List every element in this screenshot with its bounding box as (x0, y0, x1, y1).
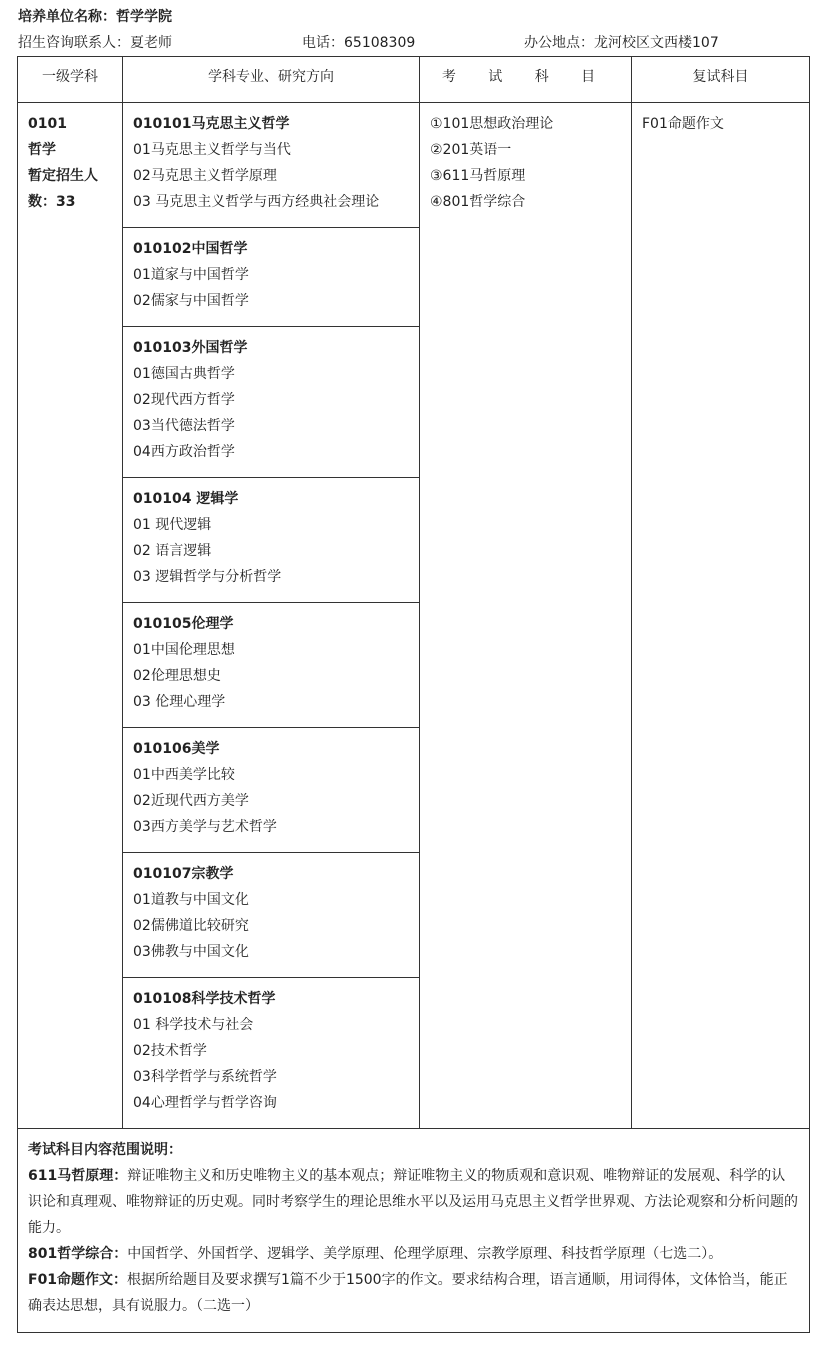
header-discipline: 一级学科 (18, 57, 123, 103)
note-item (28, 1163, 799, 1241)
major-cell (123, 478, 420, 603)
major-direction: 03佛教与中国文化 (133, 944, 249, 960)
note-text: 中国哲学、外国哲学、逻辑学、美学原理、伦理学原理、宗教学原理、科技哲学原理（七选二）。 (127, 1246, 723, 1262)
exam-subject: ①101思想政治理论 (430, 116, 554, 132)
note-text: 辩证唯物主义和历史唯物主义的基本观点；辩证唯物主义的物质观和意识观、唯物辩证的发展观、科学的认识论和真理观、唯物辩证的历史观。同时考察学生的理论思维水平以及运用马克思主义哲学世界观、方法论观察和分析问题的能力。 (28, 1168, 798, 1236)
major-direction: 03西方美学与艺术哲学 (133, 819, 277, 835)
major-cell (123, 228, 420, 327)
exam-subject: ③611马哲原理 (430, 168, 526, 184)
major-direction: 04心理哲学与哲学咨询 (133, 1095, 277, 1111)
major-title: 010105伦理学 (133, 616, 234, 632)
discipline-cell (18, 103, 123, 1129)
major-direction: 02儒家与中国哲学 (133, 293, 249, 309)
quota-value: 数：33 (28, 194, 76, 210)
notes-heading: 考试科目内容范围说明： (28, 1142, 182, 1158)
table-row (18, 103, 810, 228)
major-direction: 04西方政治哲学 (133, 444, 235, 460)
major-direction: 03 逻辑哲学与分析哲学 (133, 569, 282, 585)
note-label: 611马哲原理： (28, 1168, 128, 1184)
contact-phone: 电话：65108309 (302, 35, 416, 51)
discipline-name: 哲学 (28, 142, 56, 158)
major-direction: 02 语言逻辑 (133, 543, 212, 559)
major-direction: 02马克思主义哲学原理 (133, 168, 277, 184)
table-header-row (18, 57, 810, 103)
discipline-code: 0101 (28, 116, 67, 132)
major-cell (123, 853, 420, 978)
note-item (28, 1241, 799, 1267)
major-title: 010101马克思主义哲学 (133, 116, 290, 132)
major-direction: 02技术哲学 (133, 1043, 207, 1059)
notes-row (18, 1129, 810, 1333)
major-direction: 01中国伦理思想 (133, 642, 235, 658)
contact-person: 招生咨询联系人：夏老师 (18, 35, 172, 51)
admissions-table (17, 56, 810, 1333)
major-direction: 01中西美学比较 (133, 767, 235, 783)
retest-subject: F01命题作文 (642, 116, 724, 132)
notes-cell (18, 1129, 810, 1333)
note-text: 根据所给题目及要求撰写1篇不少于1500字的作文。要求结构合理，语言通顺，用词得体，文体恰当，能正确表达思想，具有说服力。（二选一） (28, 1272, 788, 1314)
major-direction: 02近现代西方美学 (133, 793, 249, 809)
note-label: 801哲学综合： (28, 1246, 128, 1262)
major-cell (123, 728, 420, 853)
major-cell (123, 103, 420, 228)
exam-subjects-cell (420, 103, 632, 1129)
major-title: 010107宗教学 (133, 866, 234, 882)
major-direction: 02伦理思想史 (133, 668, 221, 684)
office-location: 办公地点：龙河校区文西楼107 (524, 35, 719, 51)
header-exams: 考 试 科 目 (420, 57, 632, 103)
major-direction: 01道教与中国文化 (133, 892, 249, 908)
unit-name: 培养单位名称：哲学学院 (18, 9, 172, 25)
major-direction: 01德国古典哲学 (133, 366, 235, 382)
quota-label: 暂定招生人 (28, 168, 98, 184)
major-title: 010108科学技术哲学 (133, 991, 276, 1007)
exam-subject: ④801哲学综合 (430, 194, 526, 210)
major-title: 010102中国哲学 (133, 241, 248, 257)
major-direction: 02现代西方哲学 (133, 392, 235, 408)
major-title: 010104 逻辑学 (133, 491, 239, 507)
major-cell (123, 978, 420, 1129)
major-cell (123, 327, 420, 478)
major-direction: 03 马克思主义哲学与西方经典社会理论 (133, 194, 380, 210)
major-direction: 01 科学技术与社会 (133, 1017, 254, 1033)
major-direction: 01马克思主义哲学与当代 (133, 142, 291, 158)
header-retest: 复试科目 (632, 57, 810, 103)
major-direction: 03当代德法哲学 (133, 418, 235, 434)
note-item (28, 1267, 799, 1319)
note-label: F01命题作文： (28, 1272, 128, 1288)
retest-cell (632, 103, 810, 1129)
major-direction: 03科学哲学与系统哲学 (133, 1069, 277, 1085)
major-direction: 03 伦理心理学 (133, 694, 226, 710)
major-cell (123, 603, 420, 728)
major-direction: 02儒佛道比较研究 (133, 918, 249, 934)
major-title: 010103外国哲学 (133, 340, 248, 356)
major-direction: 01 现代逻辑 (133, 517, 212, 533)
exam-subject: ②201英语一 (430, 142, 512, 158)
major-title: 010106美学 (133, 741, 220, 757)
major-direction: 01道家与中国哲学 (133, 267, 249, 283)
header-majors: 学科专业、研究方向 (123, 57, 420, 103)
contact-info-line (0, 32, 825, 52)
